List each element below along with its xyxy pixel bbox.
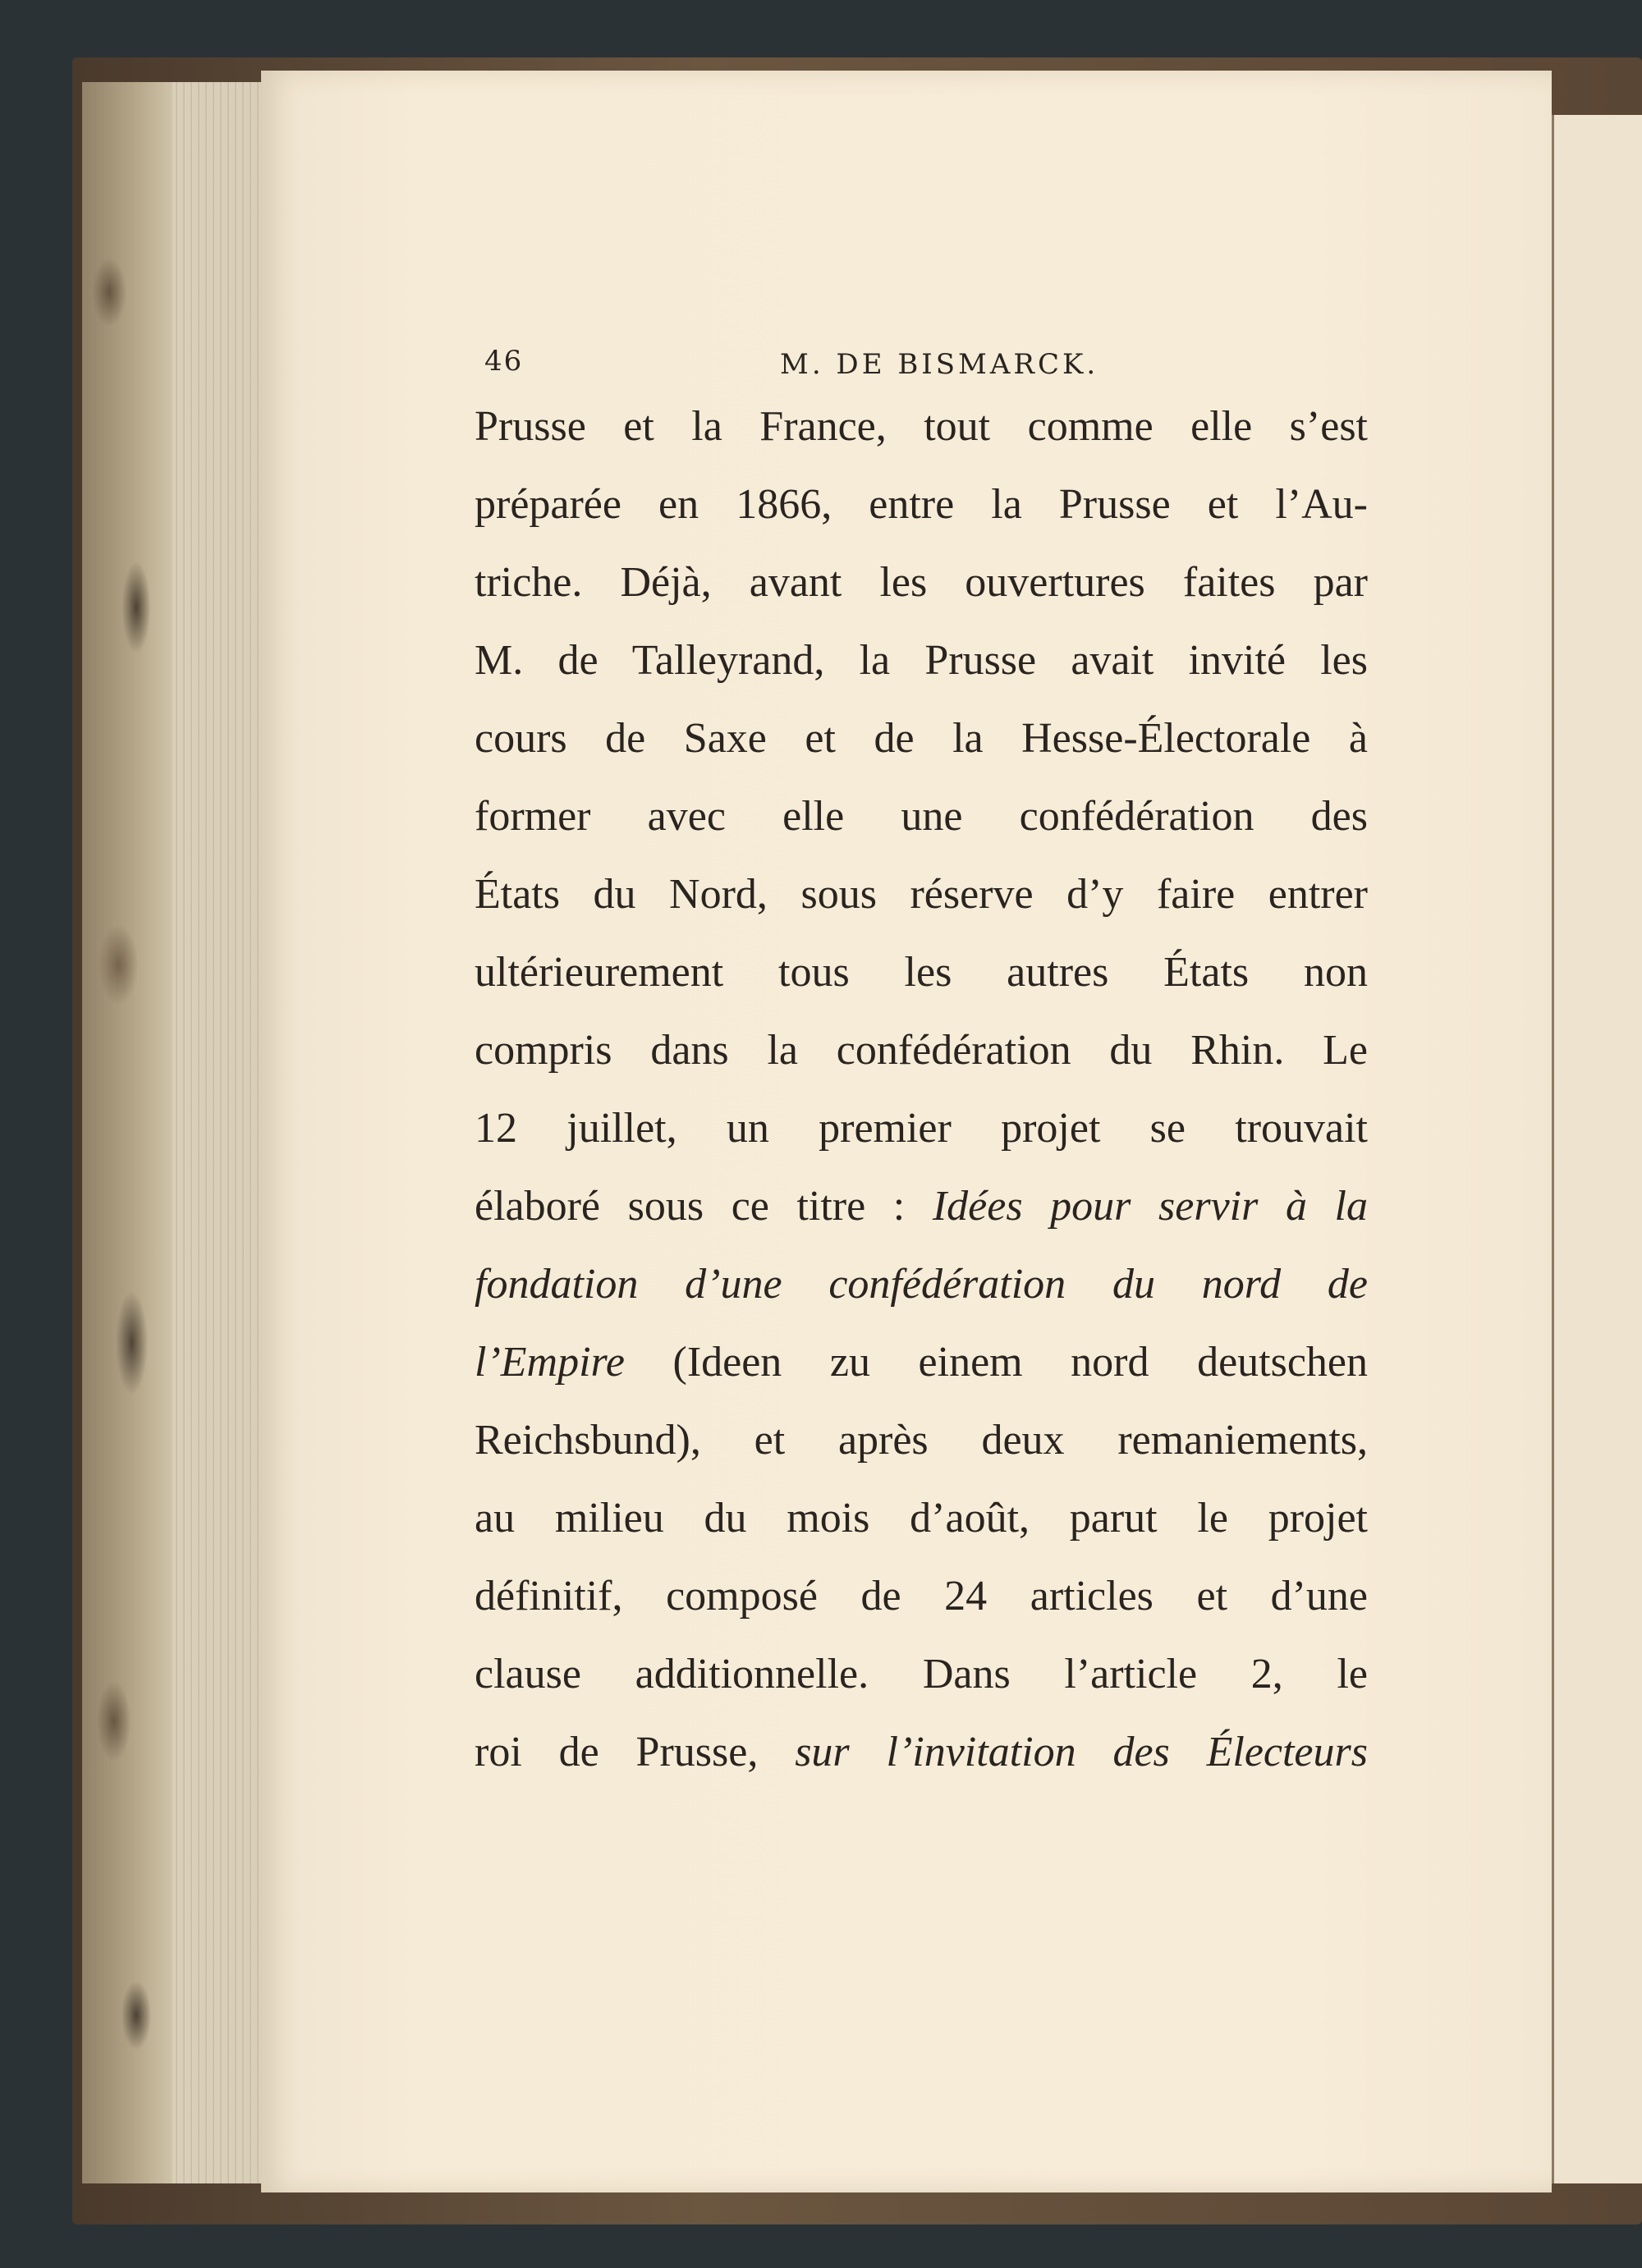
text-line xyxy=(475,1635,1368,1713)
text-line xyxy=(475,387,1368,465)
text-line xyxy=(475,777,1368,855)
text-line xyxy=(475,1479,1368,1557)
text-line xyxy=(475,1011,1368,1089)
text-line xyxy=(475,1401,1368,1479)
italic-text: Idées pour servir à la xyxy=(932,1183,1368,1230)
text-segment: roi de Prusse, xyxy=(475,1729,796,1775)
text-segment: États du Nord, sous réserve d’y faire entrer xyxy=(475,871,1368,918)
italic-text: fondation d’une confédération du nord de xyxy=(475,1261,1368,1308)
facing-page-edge xyxy=(1552,115,1642,2183)
text-segment: triche. Déjà, avant les ouvertures faites par xyxy=(475,559,1368,606)
page-number: 46 xyxy=(484,345,524,378)
text-segment: ultérieurement tous les autres États non xyxy=(475,949,1368,996)
body-text xyxy=(475,387,1368,1791)
text-line xyxy=(475,1167,1368,1245)
text-segment: compris dans la confédération du Rhin. Le xyxy=(475,1027,1368,1074)
text-line xyxy=(475,1245,1368,1323)
text-segment: 12 juillet, un premier projet se trouvait xyxy=(475,1105,1368,1152)
text-line xyxy=(475,855,1368,933)
text-line xyxy=(475,1089,1368,1167)
text-segment: M. de Talleyrand, la Prusse avait invité les xyxy=(475,637,1368,684)
text-line xyxy=(475,1713,1368,1791)
text-line xyxy=(475,543,1368,621)
page-content xyxy=(475,338,1368,1791)
text-line xyxy=(475,933,1368,1011)
text-segment: préparée en 1866, entre la Prusse et l’Au- xyxy=(475,481,1368,528)
text-segment: Reichsbund), et après deux remaniements, xyxy=(475,1417,1368,1464)
text-segment: cours de Saxe et de la Hesse-Électorale à xyxy=(475,715,1368,762)
running-head xyxy=(475,338,1368,387)
italic-text: l’Empire xyxy=(475,1339,625,1386)
text-segment: (Ideen zu einem nord deutschen xyxy=(624,1339,1368,1386)
text-segment: définitif, composé de 24 articles et d’une xyxy=(475,1573,1368,1620)
text-line xyxy=(475,699,1368,777)
text-line xyxy=(475,1557,1368,1635)
text-segment: clause additionnelle. Dans l’article 2, le xyxy=(475,1651,1368,1698)
marbled-edge xyxy=(82,82,172,2183)
text-line xyxy=(475,465,1368,543)
text-line xyxy=(475,621,1368,699)
text-segment: au milieu du mois d’août, parut le projet xyxy=(475,1495,1368,1542)
italic-text: sur l’invitation des Électeurs xyxy=(795,1729,1368,1775)
text-segment: élaboré sous ce titre : xyxy=(475,1183,933,1230)
text-segment: former avec elle une confédération des xyxy=(475,793,1368,840)
text-line xyxy=(475,1323,1368,1401)
running-head-title: M. DE BISMARCK. xyxy=(780,348,1099,381)
text-segment: Prusse et la France, tout comme elle s’est xyxy=(475,403,1368,450)
